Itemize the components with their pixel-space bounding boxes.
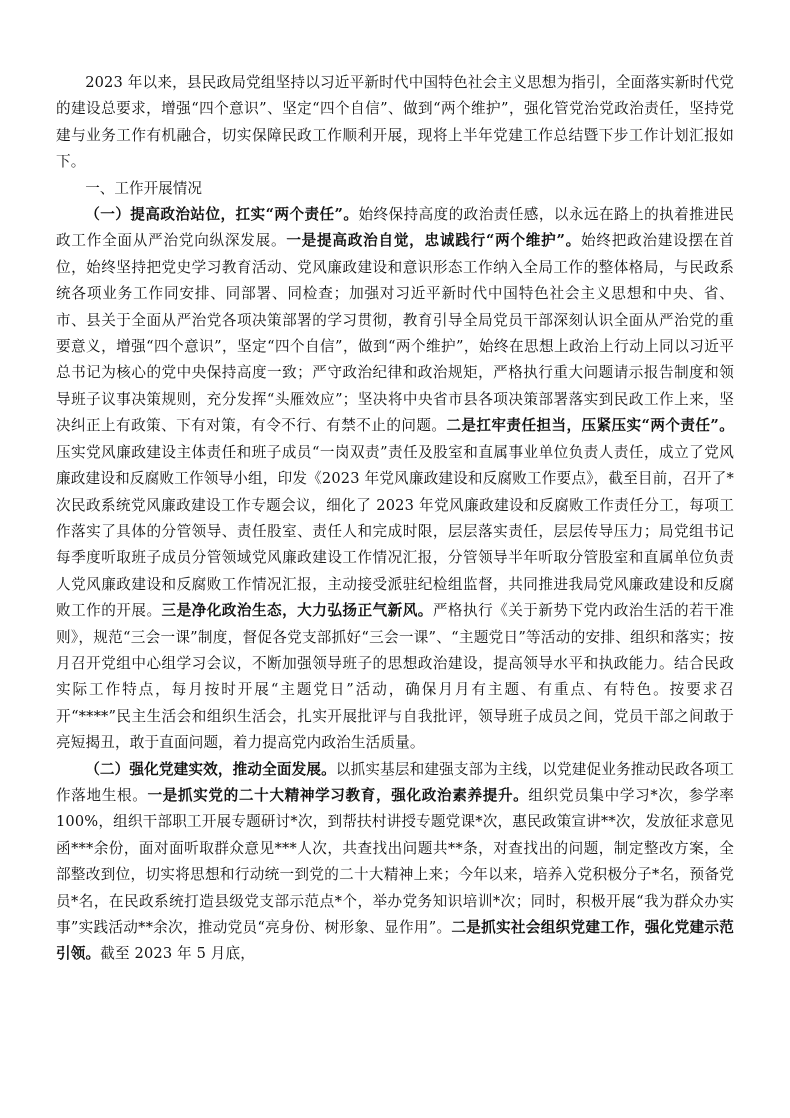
section-1-point-2-text: 压实党风廉政建设主体责任和班子成员“一岗双责”责任及股室和直属事业单位负责人责任，成立了党风廉政建设和反腐败工作领导小组，印发《2023 年党风廉政建设和反腐败工作要点》，截至目前，召开了*次民政系统党风廉政建设工作专题会议，细化了 2023 年党风廉政建设和反腐败工作责任分工，每项工作落实了具体的分管领导、责任股室、责任人和完成时限，层层落实责任，层层传导压力；局党组书记每季度听取班子成员分管领域党风廉政建设工作情况汇报，分管领导半年听取分管股室和直属单位负责人党风廉政建设和反腐败工作情况汇报，主动接受派驻纪检组监督，共同推进我局党风廉政建设和反腐败工作的开展。 bbox=[56, 443, 734, 620]
section-1-point-3-text: 严格执行《关于新势下党内政治生活的若干准则》，规范“三会一课”制度，督促各党支部抓好“三会一课”、“主题党日”等活动的安排、组织和落实；按月召开党组中心组学习会议，不断加强领导班子的思想政治建设，提高领导水平和执政能力。结合民政实际工作特点，每月按时开展“主题党日”活动，确保月月有主题、有重点、有特色。按要求召开“****”民主生活会和组织生活会，扎实开展批评与自我批评，领导班子成员之间，党员干部之间敢于亮短揭丑，敢于直面问题，着力提高党内政治生活质量。 bbox=[56, 602, 734, 752]
section-heading-work-status: 一、工作开展情况 bbox=[85, 179, 202, 197]
intro-paragraph: 2023 年以来，县民政局党组坚持以习近平新时代中国特色社会主义思想为指引，全面落实新时代党的建设总要求，增强“四个意识”、坚定“四个自信”、做到“两个维护”，强化管党治党政治责任，坚持党建与业务工作有机融合，切实保障民政工作顺利开展，现将上半年党建工作总结暨下步工作计划汇报如下。 bbox=[56, 74, 734, 171]
section-2-point-2-title: 二是抓实社会组织党建工作，强化党建示范引领。 bbox=[56, 919, 734, 963]
section-2-point-1-text: 组织党员集中学习*次，参学率 100%，组织干部职工开展专题研讨*次，到帮扶村讲授专题党课*次，惠民政策宣讲**次，发放征求意见函***余份，面对面听取群众意见***人次，共查找出问题共**条，对查找出的问题，制定整改方案，全部整改到位，切实将思想和行动统一到党的二十大精神上来；今年以来，培养入党积极分子*名，预备党员*名，在民政系统打造县级党支部示范点*个，举办党务知识培训*次；同时，积极开展“我为群众办实事”实践活动**余次，推动党员“亮身份、树形象、显作用”。 bbox=[56, 786, 734, 936]
section-1-intro: 始终保持高度的政治责任感，以永远在路上的执着推进民政工作全面从严治党向纵深发展。 bbox=[56, 206, 734, 250]
section-1-point-1-title: 一是提高政治自觉，忠诚践行“两个维护”。 bbox=[286, 232, 582, 250]
section-2-paragraph bbox=[56, 757, 734, 968]
section-2-title: （二）强化党建实效，推动全面发展。 bbox=[85, 760, 336, 778]
section-1-point-1-text: 始终把政治建设摆在首位，始终坚持把党史学习教育活动、党风廉政建设和意识形态工作纳入全局工作的整体格局，与民政系统各项业务工作同安排、同部署、同检查；加强对习近平新时代中国特色社会主义思想和中央、省、市、县关于全面从严治党各项决策部署的学习贯彻，教育引导全局党员干部深刻认识全面从严治党的重要意义，增强“四个意识”，坚定“四个自信”，做到“两个维护”，始终在思想上政治上行动上同以习近平总书记为核心的党中央保持高度一致；严守政治纪律和政治规矩，严格执行重大问题请示报告制度和领导班子议事决策规则，充分发挥“头雁效应”；坚决将中央省市县各项决策部署落实到民政工作上来，坚决纠正上有政策、下有对策，有令不行、有禁不止的问题。 bbox=[56, 232, 734, 435]
section-1-paragraph bbox=[56, 202, 734, 757]
section-2-intro: 以抓实基层和建强支部为主线，以党建促业务推动民政各项工作落地生根。 bbox=[56, 760, 734, 804]
section-1-title: （一）提高政治站位，扛实“两个责任”。 bbox=[85, 206, 359, 224]
section-2-point-1-title: 一是抓实党的二十大精神学习教育，强化政治素养提升。 bbox=[147, 786, 529, 804]
section-1-point-3-title: 三是净化政治生态，大力弘扬正气新风。 bbox=[161, 602, 433, 620]
section-1-point-2-title: 二是扛牢责任担当，压紧压实“两个责任”。 bbox=[446, 417, 734, 435]
section-2-point-2-text: 截至 2023 年 5 月底， bbox=[100, 945, 256, 963]
